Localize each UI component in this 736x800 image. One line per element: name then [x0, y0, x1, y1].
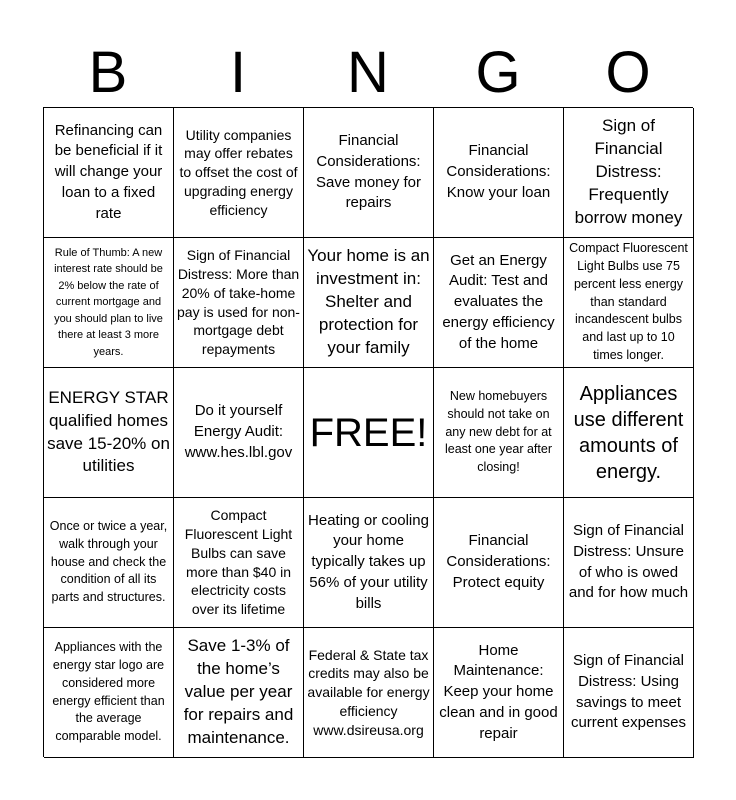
bingo-cell[interactable]	[564, 498, 694, 628]
header-letter-b: B	[88, 40, 128, 105]
cell-text: Compact Fluorescent Light Bulbs can save more than $40 in electricity costs over its lifetime	[184, 507, 293, 617]
header-letter-i: I	[229, 40, 247, 105]
cell-text: ENERGY STAR qualified homes save 15-20% on utilities	[47, 387, 170, 476]
bingo-cell[interactable]	[174, 368, 304, 498]
free-space-text: FREE!	[309, 410, 428, 455]
cell-text: Sign of Financial Distress: Using savings to meet current expenses	[570, 652, 687, 732]
bingo-cell[interactable]	[564, 628, 694, 758]
cell-text: Sign of Financial Distress: More than 20% of take-home pay is used for non-mortgage debt repayments	[177, 247, 300, 357]
bingo-cell[interactable]	[434, 498, 564, 628]
bingo-cell[interactable]	[434, 628, 564, 758]
cell-text: Financial Considerations: Know your loan	[446, 142, 551, 201]
cell-text: Compact Fluorescent Light Bulbs use 75 percent less energy than standard incandescent bulbs and last up to 10 times longer.	[569, 241, 688, 362]
bingo-cell[interactable]	[434, 108, 564, 238]
bingo-cell[interactable]	[44, 108, 174, 238]
bingo-cell[interactable]	[174, 238, 304, 368]
cell-text: Federal & State tax credits may also be available for energy efficiency www.dsireusa.org	[307, 646, 430, 738]
header-letter-n: N	[347, 40, 389, 105]
bingo-cell[interactable]	[44, 628, 174, 758]
bingo-cell[interactable]	[564, 368, 694, 498]
cell-text: Financial Considerations: Protect equity	[446, 532, 551, 591]
bingo-board	[43, 107, 693, 757]
cell-text: Sign of Financial Distress: Frequently borrow money	[574, 116, 683, 227]
bingo-cell[interactable]	[434, 368, 564, 498]
cell-text: Rule of Thumb: A new interest rate should be 2% below the rate of current mortgage and you should plan to live there at least 3 more years.	[54, 246, 163, 358]
cell-text: Once or twice a year, walk through your house and check the condition of all its parts and structures.	[49, 519, 168, 605]
bingo-cell[interactable]	[304, 498, 434, 628]
bingo-cell[interactable]	[174, 628, 304, 758]
bingo-cell[interactable]	[564, 238, 694, 368]
bingo-cell[interactable]	[44, 368, 174, 498]
cell-text: Utility companies may offer rebates to offset the cost of upgrading energy efficiency	[179, 126, 298, 218]
bingo-cell[interactable]	[304, 108, 434, 238]
cell-text: Heating or cooling your home typically takes up 56% of your utility bills	[308, 511, 429, 612]
cell-text: Save 1-3% of the home’s value per year for repairs and maintenance.	[183, 636, 294, 747]
header-letter-g: G	[475, 40, 521, 105]
cell-text: Get an Energy Audit: Test and evaluates the energy efficiency of the home	[442, 251, 555, 352]
cell-text: Home Maintenance: Keep your home clean and in good repair	[439, 641, 558, 742]
bingo-header	[43, 40, 693, 106]
header-letter-o: O	[605, 40, 651, 105]
bingo-cell[interactable]	[44, 238, 174, 368]
cell-text: Sign of Financial Distress: Unsure of who is owed and for how much	[568, 522, 689, 602]
bingo-cell[interactable]	[174, 498, 304, 628]
cell-text: Financial Considerations: Save money for repairs	[315, 132, 422, 212]
cell-text: Appliances use different amounts of energy.	[573, 382, 684, 483]
bingo-cell[interactable]	[174, 108, 304, 238]
cell-text: Refinancing can be beneficial if it will change your loan to a fixed rate	[54, 121, 163, 222]
bingo-cell[interactable]	[44, 498, 174, 628]
bingo-cell[interactable]	[434, 238, 564, 368]
free-space-cell[interactable]	[304, 368, 434, 498]
bingo-cell[interactable]	[304, 628, 434, 758]
bingo-cell[interactable]	[564, 108, 694, 238]
cell-text: Appliances with the energy star logo are considered more energy efficient than the average comparable model.	[52, 640, 165, 743]
cell-text: Do it yourself Energy Audit: www.hes.lbl.gov	[184, 402, 293, 461]
cell-text: New homebuyers should not take on any new debt for at least one year after closing!	[444, 389, 552, 475]
cell-text: Your home is an investment in: Shelter and protection for your family	[307, 246, 430, 357]
bingo-cell[interactable]	[304, 238, 434, 368]
